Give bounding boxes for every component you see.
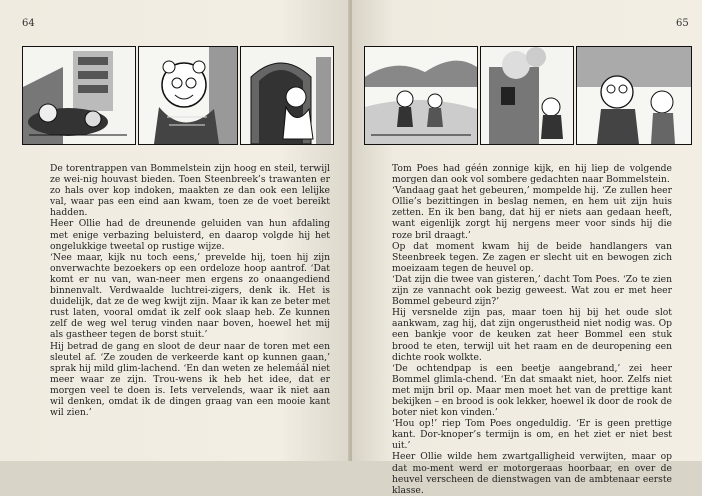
comic-illustration-walk (365, 47, 477, 144)
paragraph: ‘Hou op!’ riep Tom Poes ongeduldig. ‘Er is geen prettige kant. Dor-knoper’s termijn is om, en het ziet er niet best uit.’ (392, 418, 672, 452)
comic-illustration-conversation (577, 47, 691, 144)
comic-strip-left (22, 46, 332, 143)
right-page (352, 0, 702, 496)
left-page (0, 0, 350, 461)
paragraph: Heer Ollie had de dreunende geluiden van hun afdaling met enige verbazing beluisterd, en daarop volgde hij het ongelukkige tweetal op rustige wijze. (50, 218, 330, 252)
page-number-left: 64 (22, 18, 35, 29)
paragraph: ‘De ochtendpap is een beetje aangebrand,’ zei heer Bommel glimla-chend. ‘En dat smaakt niet, hoor. Zelfs niet met mijn bril op. Maar men moet het van de prettige kant bekijken – en brood is ook lekker, hoewel ik door de rook de boter niet kon vinden.’ (392, 362, 672, 419)
comic-panel-right-2 (480, 46, 574, 145)
paragraph: Heer Ollie wilde hem zwartgalligheid verwijten, maar op dat mo-ment werd er motorgeraas hoorbaar, en over de heuvel verscheen de dienstwagen van de ambtenaar eerste klasse. (392, 451, 672, 496)
paragraph: De torentrappen van Bommelstein zijn hoog en steil, terwijl ze wei-nig houvast bieden. Toen Steenbreek’s trawanten er zo hals over kop indoken, maakten ze dan ook een lelijke val, waar pas een eind aan kwam, toen ze de voet bereikt hadden. (50, 163, 330, 219)
comic-strip-right (364, 46, 690, 143)
comic-panel-left-2 (138, 46, 238, 145)
comic-illustration-stairs (23, 47, 135, 144)
comic-illustration-bommel (139, 47, 237, 144)
paragraph: Hij betrad de gang en sloot de deur naar de toren met een sleutel af. ‘Ze zouden de verkeerde kant op kunnen gaan,’ sprak hij mild glim-lachend. ‘En dan weten ze helemáál niet meer waar ze zijn. Trou-wens ik heb het idee, dat er morgen veel te doen is. Iets vervelends, waar ik niet aan wil denken, omdat ik de dingen graag van een mooie kant wil zien.’ (50, 340, 330, 419)
paragraph: Tom Poes had géén zonnige kijk, en hij liep de volgende morgen dan ook vol sombere gedachten naar Bommelstein. (392, 163, 672, 186)
comic-illustration-door (241, 47, 333, 144)
comic-panel-left-1 (22, 46, 136, 145)
paragraph: Hij versnelde zijn pas, maar toen hij bij het oude slot aankwam, zag hij, dat zijn ongerustheid niet nodig was. Op een bankje voor de keuken zat heer Bommel een stuk brood te eten, terwijl uit het raam en de deuropening een dichte rook wolkte. (392, 307, 672, 363)
comic-panel-left-3 (240, 46, 334, 145)
paragraph: Op dat moment kwam hij de beide handlangers van Steenbreek tegen. Ze zagen er slecht uit en bewogen zich moeizaam tegen de heuvel op. (392, 240, 672, 274)
paragraph: ‘Dat zijn die twee van gisteren,’ dacht Tom Poes. ‘Zo te zien zijn ze vannacht ook bezig geweest. Wat zou er met heer Bommel gebeurd zijn?’ (392, 273, 672, 308)
page-number-right: 65 (676, 18, 689, 29)
paragraph: ‘Nee maar, kijk nu toch eens,’ prevelde hij, toen hij zijn onverwachte bezoekers op een ordeloze hoop aantrof. ‘Dat komt er nu van, wan-neer men ergens zo onaangediend binnenvalt. Verdwaalde luchtrei-zigers, denk ik. Het is duidelijk, dat ze de weg kwijt zijn. Maar ik kan ze beter met rust laten, vooral omdat ik zelf ook slaap heb. Ze kunnen zelf de weg wel terug vinden naar boven, hoewel het mij als gastheer tegen de borst stuit.’ (50, 251, 330, 341)
left-page-text (50, 163, 330, 418)
comic-panel-right-3 (576, 46, 692, 145)
comic-illustration-smoke (481, 47, 573, 144)
comic-panel-right-1 (364, 46, 478, 145)
right-page-text (392, 163, 672, 496)
paragraph: ‘Vandaag gaat het gebeuren,’ mompelde hij. ‘Ze zullen heer Ollie’s bezittingen in beslag nemen, en hem uit zijn huis zetten. En ik ben bang, dat hij er niets aan gedaan heeft, want eigenlijk zorgt hij nergens meer voor sinds hij die roze bril draagt.’ (392, 185, 672, 241)
